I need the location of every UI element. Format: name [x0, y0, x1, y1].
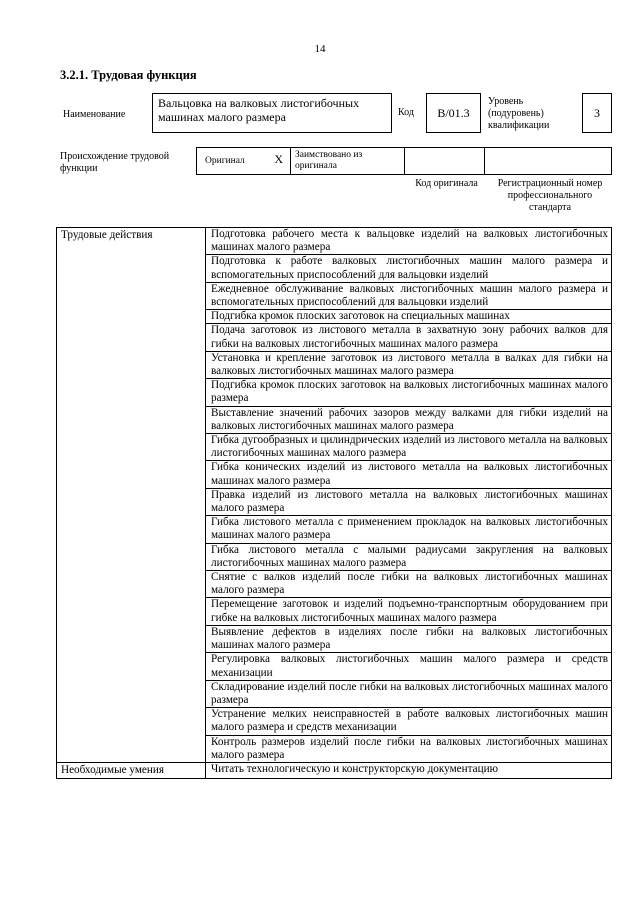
level-label: Уровень (подуровень) квалификации: [488, 96, 550, 131]
name-label: Наименование: [63, 109, 126, 120]
reg-number-cell: [484, 147, 612, 175]
reg-number-caption: Регистрационный номер профессионального стандарта: [497, 178, 603, 213]
labor-action-row-text: Складирование изделий после гибки на валковых листогибочных машинах малого размера: [206, 680, 612, 707]
section-title: 3.2.1. Трудовая функция: [60, 68, 197, 82]
labor-action-row: [57, 228, 612, 255]
labor-action-row-text: Подготовка рабочего места к вальцовке изделий на валковых листогибочных машинах малого размера: [206, 228, 612, 255]
level-value: 3: [594, 105, 600, 120]
labor-action-row-text: Контроль размеров изделий после гибки на валковых листогибочных машинах малого размера: [206, 735, 612, 762]
labor-action-row-text: Гибка дугообразных и цилиндрических изделий из листового металла на валковых листогибочных машинах малого размера: [206, 434, 612, 461]
code-original-caption: Код оригинала: [415, 178, 478, 189]
labor-action-row-label: Трудовые действия: [57, 228, 206, 763]
labor-action-row-text: Правка изделий из листового металла на валковых листогибочных машинах малого размера: [206, 488, 612, 515]
original-label: Оригинал: [205, 156, 245, 166]
level-box: [582, 93, 612, 133]
borrowed-label: Заимствовано из оригинала: [295, 150, 363, 171]
labor-action-row-text: Гибка конических изделий из листового металла на валковых листогибочных машинах малого размера: [206, 461, 612, 488]
skill-row-text: Читать технологическую и конструкторскую документацию: [206, 762, 612, 778]
labor-action-row-text: Подача заготовок из листового металла в захватную зону рабочих валков для гибки на валковых листогибочных машинах малого размера: [206, 324, 612, 351]
code-label: Код: [398, 107, 414, 118]
labor-action-row-text: Выявление дефектов в изделиях после гибки на валковых листогибочных машинах малого размера: [206, 625, 612, 652]
code-original-cell: [404, 147, 485, 175]
code-box: [426, 93, 481, 133]
labor-action-row-text: Устранение мелких неисправностей в работе валковых листогибочных машин малого размера и средств механизации: [206, 708, 612, 735]
labor-action-row-text: Гибка листового металла с малыми радиусами закругления на валковых листогибочных машинах малого размера: [206, 543, 612, 570]
labor-action-row-text: Снятие с валков изделий после гибки на валковых листогибочных машинах малого размера: [206, 571, 612, 598]
origin-row: [196, 147, 612, 175]
labor-action-row-text: Перемещение заготовок и изделий подъемно-транспортным оборудованием при гибке на валковых листогибочных машинах малого размера: [206, 598, 612, 625]
original-mark: X: [274, 152, 283, 166]
borrowed-cell: [290, 147, 405, 175]
labor-action-row-text: Выставление значений рабочих зазоров между валками для гибки изделий на валковых листогибочных машинах малого размера: [206, 406, 612, 433]
labor-action-row-text: Установка и крепление заготовок из листового металла в валках для гибки на валковых листогибочных машинах малого размера: [206, 351, 612, 378]
origin-label: Происхождение трудовой функции: [60, 151, 170, 174]
skill-row: [57, 762, 612, 778]
labor-action-row-text: Подгибка кромок плоских заготовок на специальных машинах: [206, 310, 612, 324]
labor-function-table: [56, 227, 612, 779]
page-number: 14: [314, 43, 326, 55]
labor-action-row-text: Подготовка к работе валковых листогибочных машин малого размера и вспомогательных приспособлений для вальцовки изделий: [206, 255, 612, 282]
original-cell: [196, 147, 291, 175]
code-value: B/01.3: [437, 105, 470, 120]
labor-action-row-text: Ежедневное обслуживание валковых листогибочных машин малого размера и вспомогательных приспособлений для вальцовки изделий: [206, 282, 612, 309]
labor-action-row-text: Подгибка кромок плоских заготовок на валковых листогибочных машинах малого размера: [206, 379, 612, 406]
function-name-value: Вальцовка на валковых листогибочных машинах малого размера: [158, 96, 360, 124]
function-name-box: [152, 93, 392, 133]
labor-action-row-text: Регулировка валковых листогибочных машин малого размера и средств механизации: [206, 653, 612, 680]
labor-action-row-text: Гибка листового металла с применением прокладок на валковых листогибочных машинах малого размера: [206, 516, 612, 543]
skill-row-label: Необходимые умения: [57, 762, 206, 778]
